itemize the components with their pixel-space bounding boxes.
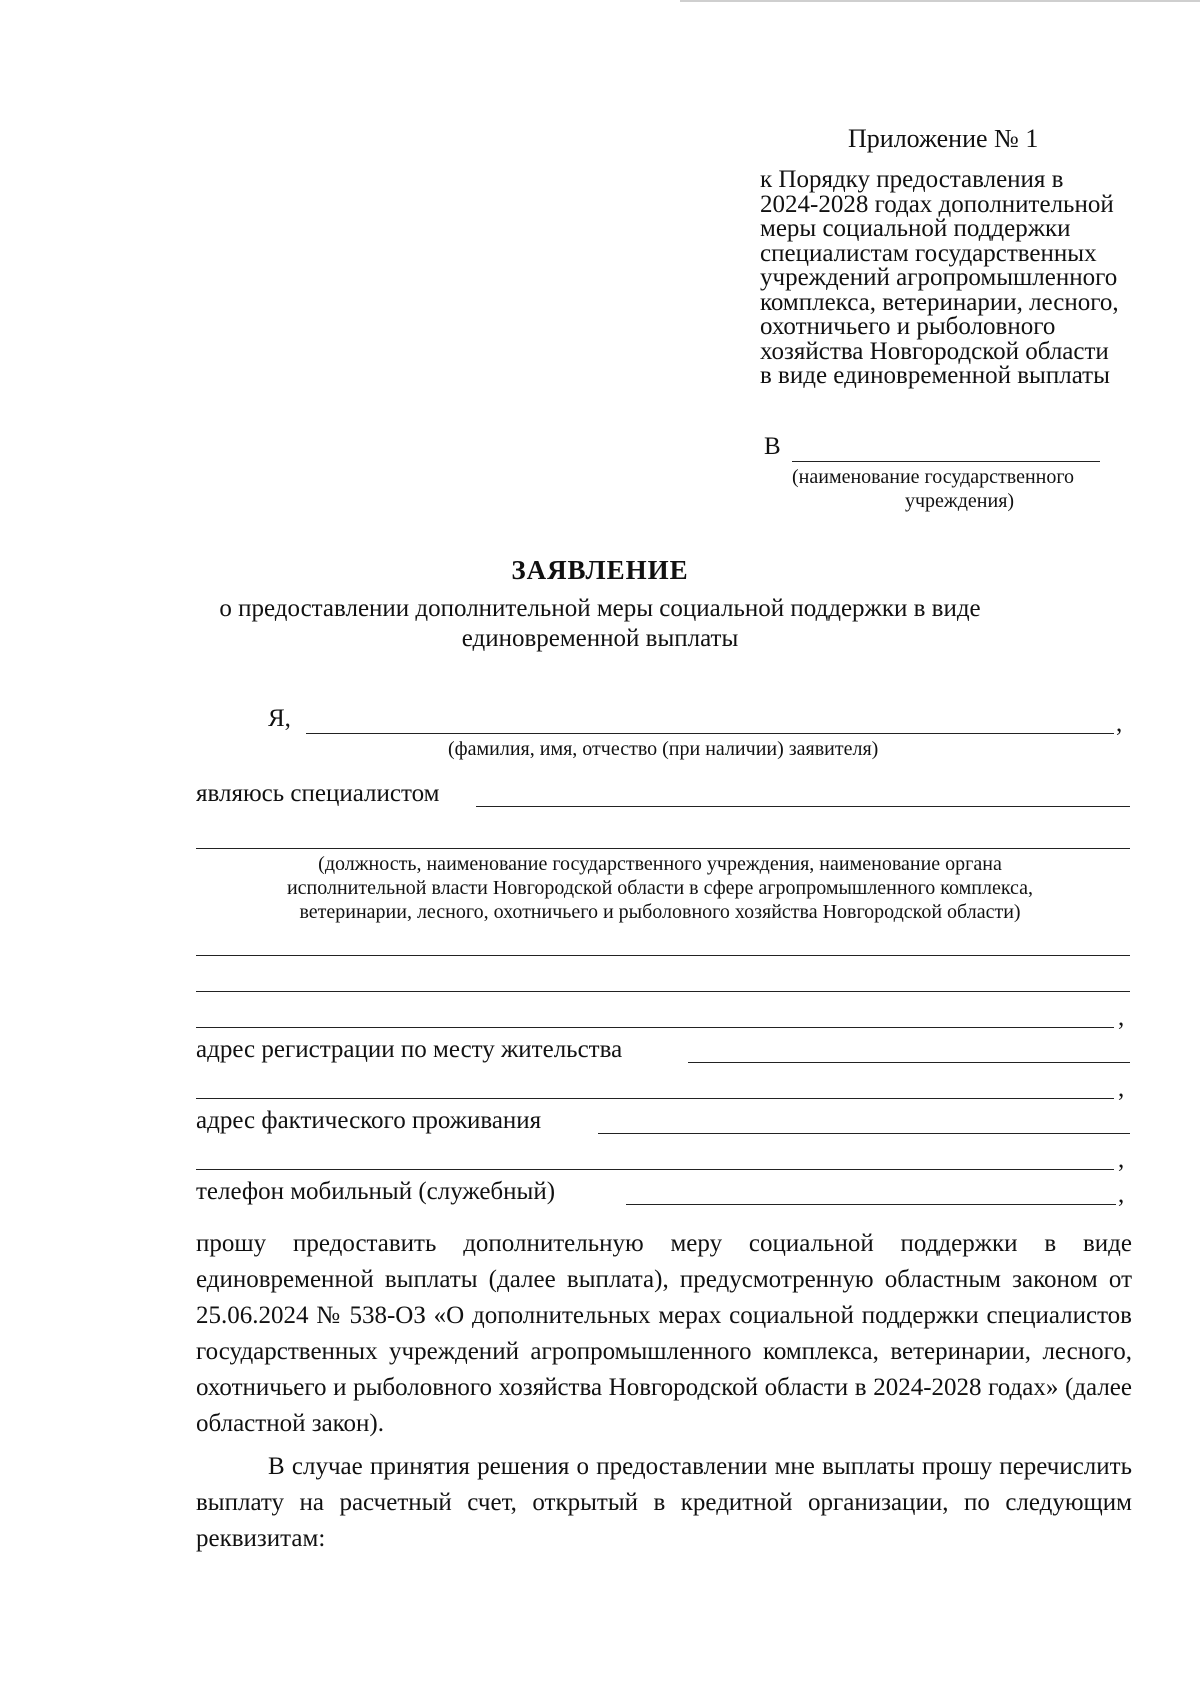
- request-text: [196, 1226, 1132, 1442]
- scan-edge-line: [680, 0, 1200, 12]
- actual-address-field[interactable]: [598, 1133, 1130, 1134]
- applicant-prefix: Я,: [268, 705, 291, 732]
- reg-address-field[interactable]: [688, 1062, 1130, 1063]
- applicant-name-field[interactable]: [306, 733, 1114, 734]
- reg-address-label: адрес регистрации по месту жительства: [196, 1036, 623, 1063]
- comma: ,: [1118, 1075, 1125, 1102]
- position-hint: [195, 852, 1125, 924]
- annex-line: специалистам государственных: [760, 239, 1097, 267]
- specialist-field[interactable]: [476, 806, 1130, 807]
- recipient-hint-2: учреждения): [905, 490, 1015, 512]
- position-hint-line-2: исполнительной власти Новгородской области в сфере агропромышленного комплекса,: [286, 877, 1034, 899]
- comma: ,: [1116, 710, 1123, 737]
- reg-address-field-continuation[interactable]: [196, 1098, 1114, 1099]
- position-hint-line-1: (должность, наименование государственного учреждения, наименование органа: [318, 853, 1002, 875]
- annex-line: к Порядку предоставления в: [760, 166, 1064, 193]
- comma: ,: [1118, 1004, 1125, 1031]
- annex-line: в виде единовременной выплаты: [760, 362, 1110, 389]
- document-title: ЗАЯВЛЕНИЕ: [511, 555, 689, 585]
- applicant-hint: (фамилия, имя, отчество (при наличии) заявителя): [448, 738, 879, 760]
- annex-line: учреждений агропромышленного: [760, 264, 1118, 291]
- request-paragraph: прошу предоставить дополнительную меру социальной поддержки в виде единовременной выплаты (далее выплата), предусмотренную областным законом от 25.06.2024 № 538-ОЗ «О дополнительных мерах социальной поддержки специалистов государственных учреждений агропромышленного комплекса, ветеринарии, лесного, охотничьего и рыболовного хозяйства Новгородской области в 2024-2028 годах» (далее областной закон).: [196, 1230, 1132, 1437]
- annex-line: хозяйства Новгородской области: [760, 337, 1109, 365]
- recipient-prefix: В: [764, 433, 781, 460]
- recipient-field[interactable]: [792, 461, 1100, 462]
- comma: ,: [1118, 1181, 1125, 1208]
- transfer-paragraph: В случае принятия решения о предоставлении мне выплаты прошу перечислить выплату на расчетный счет, открытый в кредитной организации, по следующим реквизитам:: [196, 1453, 1132, 1552]
- specialist-label: являюсь специалистом: [196, 780, 440, 807]
- annex-line: охотничьего и рыболовного: [760, 313, 1056, 340]
- phone-label: телефон мобильный (служебный): [196, 1178, 556, 1205]
- document-subtitle: [0, 594, 1200, 654]
- annex-reference: [760, 168, 1119, 389]
- annex-line: меры социальной поддержки: [760, 215, 1071, 242]
- specialist-field-continuation[interactable]: [196, 848, 1130, 849]
- blank-line-3[interactable]: [196, 1027, 1114, 1028]
- annex-line: комплекса, ветеринарии, лесного,: [760, 288, 1119, 316]
- transfer-text: [196, 1449, 1132, 1557]
- annex-line: 2024-2028 годах дополнительной: [760, 190, 1114, 218]
- blank-line-2[interactable]: [196, 991, 1130, 992]
- subtitle-line-1: о предоставлении дополнительной меры социальной поддержки в виде: [219, 595, 981, 622]
- recipient-hint-1: (наименование государственного: [792, 466, 1075, 488]
- actual-address-field-continuation[interactable]: [196, 1169, 1114, 1170]
- comma: ,: [1118, 1146, 1125, 1173]
- phone-field[interactable]: [626, 1204, 1116, 1205]
- subtitle-line-2: единовременной выплаты: [461, 625, 739, 652]
- annex-title: Приложение № 1: [848, 124, 1039, 153]
- position-hint-line-3: ветеринарии, лесного, охотничьего и рыболовного хозяйства Новгородской области): [299, 901, 1021, 923]
- actual-address-label: адрес фактического проживания: [196, 1107, 542, 1134]
- blank-line-1[interactable]: [196, 955, 1130, 956]
